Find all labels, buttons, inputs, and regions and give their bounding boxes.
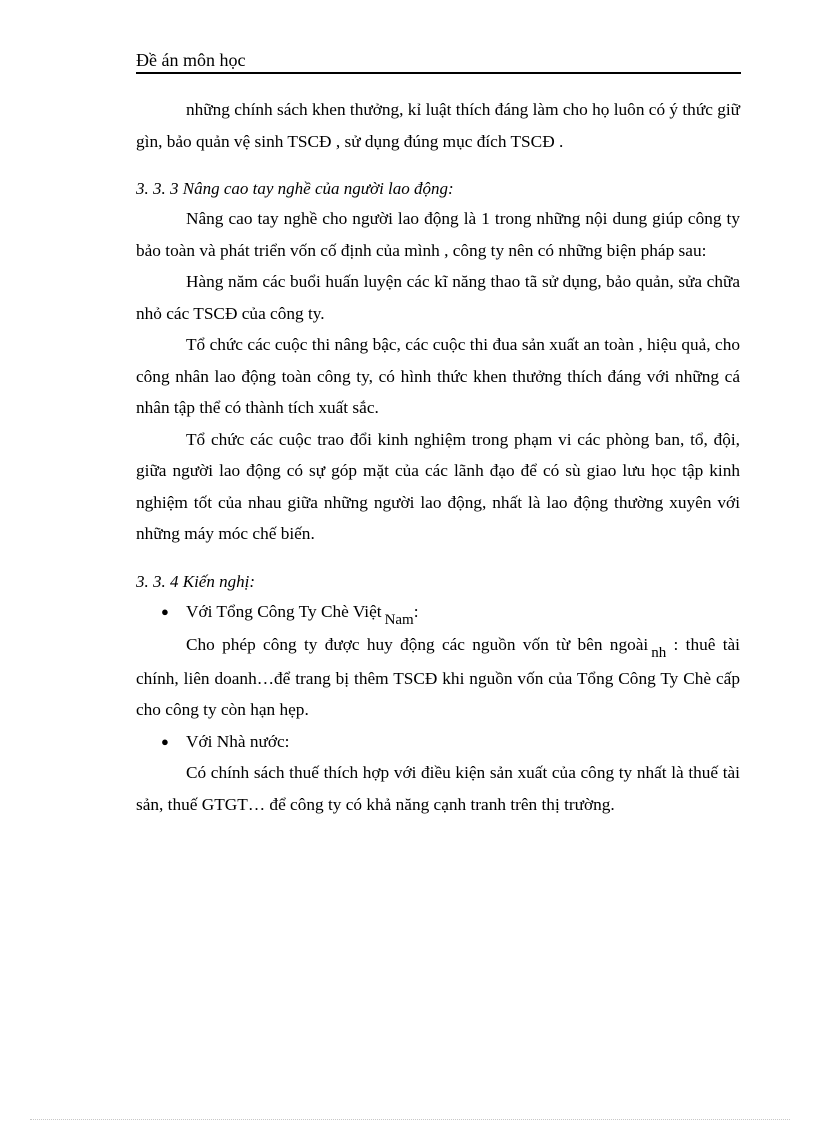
bullet-label: Với Nhà nước:	[186, 731, 290, 751]
page-content	[136, 94, 740, 820]
page-header: Đề án môn học	[136, 50, 741, 74]
section-heading-3-3-3: 3. 3. 3 Nâng cao tay nghề của người lao động:	[136, 179, 454, 198]
paragraph-tax-policy: Có chính sách thuế thích hợp với điều kiện sản xuất của công ty nhất là thuế tài sản, thuế GTGT… để công ty có khả năng cạnh tranh trên thị trường.	[136, 763, 740, 814]
paragraph-experience-exchange: Tổ chức các cuộc trao đổi kinh nghiệm trong phạm vi các phòng ban, tổ, đội, giữa người lao động có sự góp mặt của các lãnh đạo để có sù giao lưu học tập kinh nghiệm tốt của nhau giữa những người lao động, nhất là lao động thường xuyên với những máy móc chế biến.	[136, 429, 740, 543]
paragraph-skill-intro: Nâng cao tay nghề cho người lao động là 1 trong những nội dung giúp công ty bảo toàn và phát triển vốn cố định của mình , công ty nên có những biện pháp sau:	[136, 209, 740, 260]
paragraph-training: Hàng năm các buổi huấn luyện các kĩ năng thao tã sử dụng, bảo quản, sửa chữa nhỏ các TSCĐ của công ty.	[136, 272, 740, 323]
page-bottom-divider	[30, 1119, 790, 1120]
bullet-label: Với Tổng Công Ty Chè Việt Nam:	[186, 601, 419, 628]
bullet-icon	[136, 596, 186, 630]
section-heading-3-3-4: 3. 3. 4 Kiến nghị:	[136, 571, 255, 591]
bullet-item-tea-corporation	[136, 596, 740, 630]
bullet-icon	[136, 726, 186, 758]
paragraph-tscd-care: những chính sách khen thưởng, kỉ luật thích đáng làm cho họ luôn có ý thức giữ gìn, bảo quản vệ sinh TSCĐ , sử dụng đúng mục đích TSCĐ .	[136, 100, 740, 151]
paragraph-competitions: Tổ chức các cuộc thi nâng bậc, các cuộc thi đua sản xuất an toàn , hiệu quả, cho công nhân lao động toàn công ty, có hình thức khen thưởng thích đáng với những cá nhân tập thể có thành tích xuất sắc.	[136, 335, 740, 417]
paragraph-capital-mobilization: Cho phép công ty được huy động các nguồn vốn từ bên ngoài nh : thuê tài chính, liên doanh…để trang bị thêm TSCĐ khi nguồn vốn của Tổng Công Ty Chè cấp cho công ty còn hạn hẹp.	[136, 635, 740, 719]
bullet-item-state	[136, 726, 740, 758]
